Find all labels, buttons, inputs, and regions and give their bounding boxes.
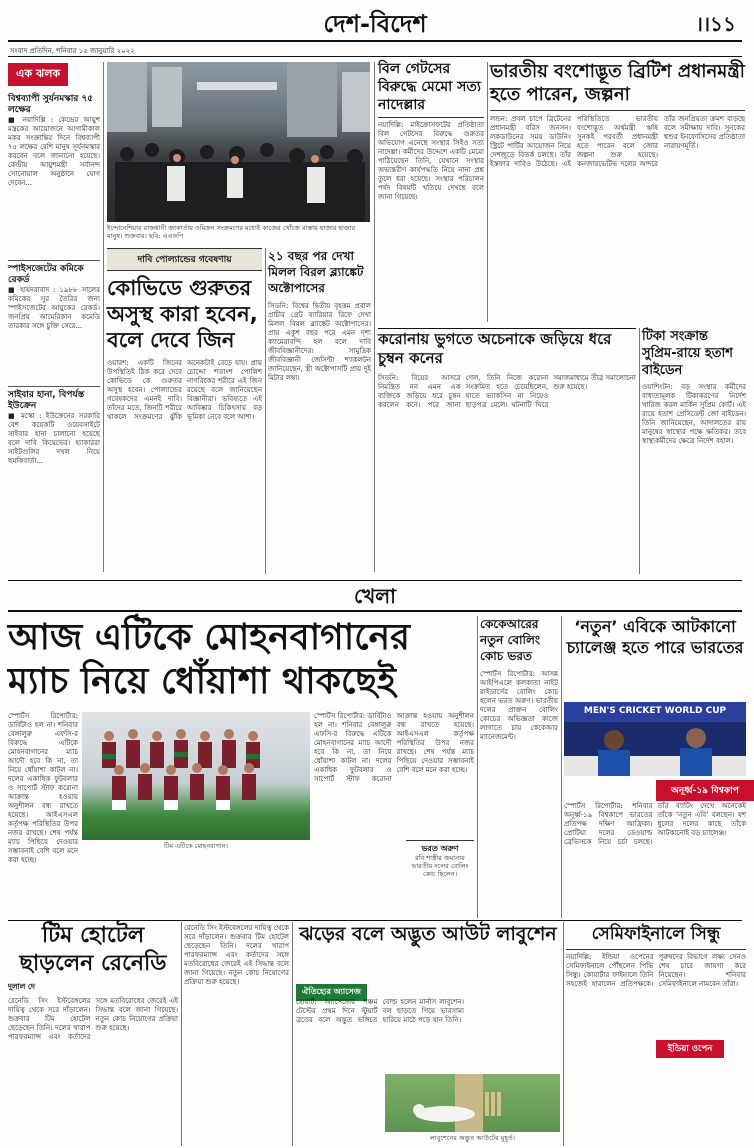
uk-headline: ভারতীয় বংশোদ্ভূত ব্রিটিশ প্রধানমন্ত্রী হতে পারেন, জল্পনা: [490, 60, 745, 111]
sindhu-headline: সেমিফাইনালে সিন্ধু: [566, 922, 746, 950]
blanket-story: [268, 248, 374, 574]
sidebar-item: [8, 386, 103, 562]
atk-body: স্পোর্টস রিপোর্টার: ডার্বিটাও হল না। শনিবার বেঙ্গালুরু এফসি-র বিরুদ্ধে এটিকে মোহনবাগানের ম্যাচ আদৌ হবে কি না, তা নিয়ে ধোঁয়াশা কাটল না। দলের একাধিক ফুটবলার ও সাপোর্ট স্টাফ করোনা আক্রান্ত হওয়ায় অনুশীলন বন্ধ রাখতে হয়েছে। আইএসএল কর্তৃপক্ষ পরিস্থিতির উপর নজর রাখছে। শেষ পর্যন্ত ম্যাচ পিছিয়ে দেওয়ার সম্ভাবনাই বেশি বলে মনে করা হচ্ছে।: [8, 712, 81, 864]
uk-body: লন্ডন: প্রবল চাপে ব্রিটেনের প্রধানমন্ত্রী বরিস জনসন। লকডাউনের সময় ডাউনিং স্ট্রিটে পার্টির আয়োজন নিয়ে দেশজুড়ে বিতর্ক চলছে। তাঁর ইস্তফার দাবিও উঠেছে। এই পরিস্থিতিতে ভারতীয় বংশোদ্ভূত অর্থমন্ত্রী ঋষি সুনকই পরবর্তী প্রধানমন্ত্রী হতে পারেন বলে জোর জল্পনা শুরু হয়েছে। কনজারভেটিভ দলের অন্দরে তাঁর জনপ্রিয়তা ক্রমশ বাড়ছে বলে সমীক্ষায় দাবি। সুনকের শ্বশুর ইনফোসিসের প্রতিষ্ঠাতা নারায়ণমূর্তি।: [490, 115, 748, 168]
section-title: দেশ-বিদেশ: [323, 10, 427, 38]
u19-photo-banner: MEN'S CRICKET WORLD CUP: [583, 706, 727, 716]
labuschagne-headline: ঝড়ের বলে অদ্ভুত আউট লাবুশেন: [299, 923, 557, 945]
renedy-story: [8, 922, 181, 1146]
gates-body: নয়াদিল্লি: মাইক্রোসফটের প্রতিষ্ঠাতা বিল গেটসের বিরুদ্ধে গুরুতর অভিযোগ এনেছে সংস্থার সিইও সত্য নাদেল্লা। কর্মীদের উদ্দেশে একটি মেমো পাঠিয়েছেন তিনি, যেখানে সংস্থার অভ্যন্তরীণ কার্যপদ্ধতি নিয়ে নানা প্রশ্ন তুলে ধরা হয়েছে। সংস্থার পরিচালন পর্ষদ বিষয়টি খতিয়ে দেখছে বলে জানা গিয়েছে।: [378, 121, 487, 201]
kkr-headline: কেকেআরের নতুন বোলিং কোচ ভরত: [480, 617, 541, 663]
sidebar-item-heading: বিশ্বব্যাপী সুর্যনমস্কার ৭৫ লক্ষের: [8, 94, 94, 115]
biden-story: [642, 328, 749, 574]
photo-caption: ইন্দোনেশিয়ার রাজধানী জাকার্তায় ওমিক্রন সংক্রমণের মধ্যেই কাজের খোঁজে রাস্তায় হাজার হাজার মানুষ। শুক্রবার। ছবি: এএফপি: [107, 224, 356, 240]
masthead: [0, 0, 750, 58]
sidebar-item-body: ■ নয়াদিল্লি : কেন্দ্রের আয়ুশ মন্ত্রকের আয়োজনে আগামীকাল মকর সংক্রান্তির দিনে বিশ্বব্যাপী ৭৫ লক্ষের বেশি মানুষ সূর্যনমস্কার করবেন বলে জানানো হয়েছে। কেন্দ্রীয় আয়ুশমন্ত্রী সর্বানন্দ সোনোয়াল অনুষ্ঠানে যোগ দেবেন...: [8, 116, 103, 187]
covid-banner: দাবি পোল্যান্ডের গবেষণায়: [107, 248, 262, 271]
kkr-story: [480, 616, 561, 918]
sindhu-story: [566, 922, 749, 1146]
kkr-body: স্পোর্টস রিপোর্টার: আসন্ন আইপিএলে কলকাতা নাইট রাইডার্সের বোলিং কোচ হলেন ভরত অরুণ। ভারতীয় দলের প্রাক্তন বোলিং কোচের অভিজ্ঞতা কাজে লাগাতে চায় কেকেআর ম্যানেজমেন্ট।: [480, 670, 561, 741]
u19-headline: ‘নতুন’ এবিকে আটকানো চ্যালেঞ্জ হতে পারে ভারতের: [566, 617, 744, 657]
atk-headline: আজ এটিকে মোহনবাগানের ম্যাচ নিয়ে ধোঁয়াশা থাকছেই: [8, 617, 410, 702]
kiss-story: [378, 330, 639, 574]
sidebar-label: এক ঝলক: [8, 63, 68, 86]
sidebar-item: [8, 94, 103, 256]
sidebar-item-body: ■ মস্কো : ইউক্রেনের সরকারি বেশ কয়েকটি ওয়েবসাইটে সাইবার হানা চালানো হয়েছে বলে দাবি কিয়েভের। হ্যাকাররা সাইটগুলির দখল নিয়ে হুমকিবার্তা...: [8, 412, 103, 465]
covid-headline: কোভিডে গুরুতর অসুস্থ কারা হবেন, বলে দেবে জিন: [107, 276, 258, 352]
atk-body-more: স্পোর্টস রিপোর্টার: ডার্বিটাও হল না। শনিবার বেঙ্গালুরু এফসি-র বিরুদ্ধে এটিকে মোহনবাগানের ম্যাচ আদৌ হবে কি না, তা নিয়ে ধোঁয়াশা কাটল না। দলের একাধিক ফুটবলার ও সাপোর্ট স্টাফ করোনা আক্রান্ত হওয়ায় অনুশীলন বন্ধ রাখতে হয়েছে। আইএসএল কর্তৃপক্ষ পরিস্থিতির উপর নজর রাখছে। শেষ পর্যন্ত ম্যাচ পিছিয়ে দেওয়ার সম্ভাবনাই বেশি বলে মনে করা হচ্ছে।: [314, 712, 477, 783]
sindhu-body: নয়াদিল্লি: ইন্ডিয়া ওপেনের সেমিফাইনালে পৌঁছলেন পিভি সিন্ধু। কোয়ার্টার ফাইনালে তিনি সহজেই হারালেন প্রতিপক্ষকে। পুরুষদের বিভাগে লক্ষ্য সেনও শেষ চারে জায়গা করে নিয়েছেন। শনিবার সেমিফাইনালে নামবেন তাঁরা।: [566, 953, 749, 988]
biden-headline: টিকা সংক্রান্ত সুপ্রিম-রায়ে হতাশ বাইডেন: [642, 329, 733, 378]
dateline: সংবাদ প্রতিদিন, শনিবার ১৫ জানুয়ারি ২০২২: [10, 47, 135, 55]
page-number: ।।১১: [695, 12, 736, 36]
atk-photo-caption: টিম এটিকে মোহনবাগান।: [164, 842, 228, 850]
renedy-body: রেনেডি সিং ইস্টবেঙ্গলের দায়িত্ব থেকে সরে দাঁড়ালেন। শুক্রবার টিম হোটেল ছেড়েছেন তিনি। দলের খারাপ পারফরম্যান্স এবং কর্তাদের সঙ্গে মতবিরোধের জেরেই এই সিদ্ধান্ত বলে জানা গিয়েছে। নতুন কোচ নিয়োগের প্রক্রিয়া শুরু হয়েছে।: [8, 997, 181, 1041]
labuschagne-body: হোবার্ট: অ্যাসেজের পঞ্চম টেস্টের প্রথম দিনে স্টুয়ার্ট ব্রডের বলে অদ্ভুত ভঙ্গিতে বোল্ড হলেন মার্নাস লাবুশেন। বল ছাড়তে গিয়ে ভারসাম্য হারিয়ে মাঠে পড়ে যান তিনি।: [296, 998, 467, 1024]
sports-section-title: খেলা: [354, 584, 396, 608]
gates-headline: বিল গেটসের বিরুদ্ধে মেমো সত্য নাদেল্লার: [378, 60, 484, 118]
labuschagne-photo: [385, 1074, 560, 1132]
renedy-headline: টিম হোটেল ছাড়লেন রেনেডি: [19, 923, 167, 976]
kiss-headline: করোনায় ভুগতে অচেনাকে জড়িয়ে ধরে চুম্বন কনের: [378, 330, 612, 367]
covid-body: ওয়ারশ: একটি জিনের উপস্থিতিই ঠিক করে দেবে কোভিডে কে গুরুতর অসুস্থ হবেন। পোল্যান্ডের গবেষকদের এমনই দাবি। তাঁদের মতে, জিনটি শরীরে থাকলে সংক্রমণের ঝুঁকি অনেকটাই বেড়ে যায়। প্রায় চোদ্দো শতাংশ পোলিশ নাগরিকের শরীরে এই জিন রয়েছে বলে জানিয়েছেন বিজ্ঞানীরা। ভবিষ্যতে এই আবিষ্কার চিকিৎসায় বড় ভূমিকা নেবে বলে আশা।: [107, 359, 265, 421]
kiss-body: সিডনি: বিয়ের আসরে নিমন্ত্রিত নন এমন এক ব্যক্তিকে জড়িয়ে ধরে চুম্বন করলেন কনে। পরে জানা গেল, তিনি নিজে করোনা সংক্রমিত হতে চেয়েছিলেন, যাতে ভ্যাকসিন না নিয়েও ছাড়পত্র মেলে। ঘটনাটি ঘিরে সমাজমাধ্যমে তীব্র সমালোচনা শুরু হয়েছে।: [378, 374, 639, 409]
sidebar-item-heading: সাইবার হানা, বিপর্যস্ত ইউক্রেন: [8, 390, 85, 411]
sidebar: [8, 62, 103, 574]
india-open-badge: ইন্ডিয়া ওপেন: [656, 1040, 724, 1058]
kkr-side-text: রবি শাস্ত্রীর জমানায় ভারতীয় দলের বোলিং কোচ ছিলেন।: [411, 854, 469, 878]
covid-gene-story: [107, 248, 265, 574]
sidebar-item: [8, 260, 103, 382]
kkr-sidebox: [406, 840, 474, 914]
ashes-badge: ঐতিহ্যের অ্যাসেজ: [296, 984, 367, 1001]
sidebar-item-body: ■ হায়দরাবাদ : ১৯৮৮ সালের কমিকের সুর তৈরির জন্য স্পাইসজেটের আয়ুকের রেকর্ড। জনপ্রিয় আমেরিকান কমেডি তারকার সঙ্গে চুক্তি সেরে...: [8, 286, 103, 330]
uk-story: [490, 60, 748, 322]
renedy-body-more: রেনেডি সিং ইস্টবেঙ্গলের দায়িত্ব থেকে সরে দাঁড়ালেন। শুক্রবার টিম হোটেল ছেড়েছেন তিনি। দলের খারাপ পারফরম্যান্স এবং কর্তাদের সঙ্গে মতবিরোধের জেরেই এই সিদ্ধান্ত বলে জানা গিয়েছে। নতুন কোচ নিয়োগের প্রক্রিয়া শুরু হয়েছে।: [184, 924, 292, 986]
renedy-byline: দুলাল দে: [8, 982, 35, 991]
labuschagne-caption: লাবুশেনের অদ্ভুত আউটের মুহূর্ত।: [430, 1134, 515, 1142]
u19-badge: অনূর্ধ্ব-১৯ বিশ্বকাপ: [656, 780, 754, 801]
u19-body: স্পোর্টস রিপোর্টার: শনিবার অনূর্ধ্ব-১৯ বিশ্বকাপে ভারতের প্রতিপক্ষ দক্ষিণ আফ্রিকা। প্রোটিয়া দলের ডেওয়াল্ড ব্রেভিসকে নিয়ে চর্চা চলছে। তাঁর ব্যাটিং দেখে অনেকেই তাঁকে ‘নতুন এবি’ বলছেন। যশ ধুলের দলের কাছে তাঁকে আটকানোই বড় চ্যালেঞ্জ।: [564, 802, 749, 846]
jakarta-crowd-photo: [107, 62, 370, 222]
blanket-body: সিডনি: বিশ্বের দ্বিতীয় বৃহত্তম প্রবাল প্রাচীর গ্রেট ব্যারিয়ার রিফে দেখা মিলল বিরল ব্ল্যাঙ্কেট অক্টোপাসের। প্রায় একুশ বছর পরে এমন দৃশ্য ক্যামেরাবন্দি হল বলে দাবি জীববিজ্ঞানীদের। সামুদ্রিক জীববিজ্ঞানী জেসিন্টা শ্যাকলটন জানিয়েছেন, স্ত্রী অক্টোপাসটি প্রায় দুই মিটার লম্বা।: [268, 302, 374, 382]
biden-body: ওয়াশিংটন: বড় সংস্থার কর্মীদের বাধ্যতামূলক টিকাকরণের নির্দেশ খারিজ করল মার্কিন সুপ্রিম কোর্ট। এই রায়ে হতাশ প্রেসিডেন্ট জো বাইডেন। তিনি জানিয়েছেন, আদালতের রায় মানুষের স্বাস্থ্যের পক্ষে ক্ষতিকর। তবে স্বাস্থ্যকর্মীদের ক্ষেত্রে নির্দেশ বহাল।: [642, 383, 749, 445]
kkr-side-name: ভরত অরুণ: [421, 844, 459, 853]
sidebar-item-heading: স্পাইসজেটের কমিকে রেকর্ড: [8, 264, 84, 285]
atk-team-photo: [82, 712, 310, 840]
u19-press-photo: [564, 702, 746, 776]
blanket-headline: ২১ বছর পর দেখা মিলল বিরল ব্ল্যাঙ্কেট অক্টোপাসের: [268, 249, 364, 295]
